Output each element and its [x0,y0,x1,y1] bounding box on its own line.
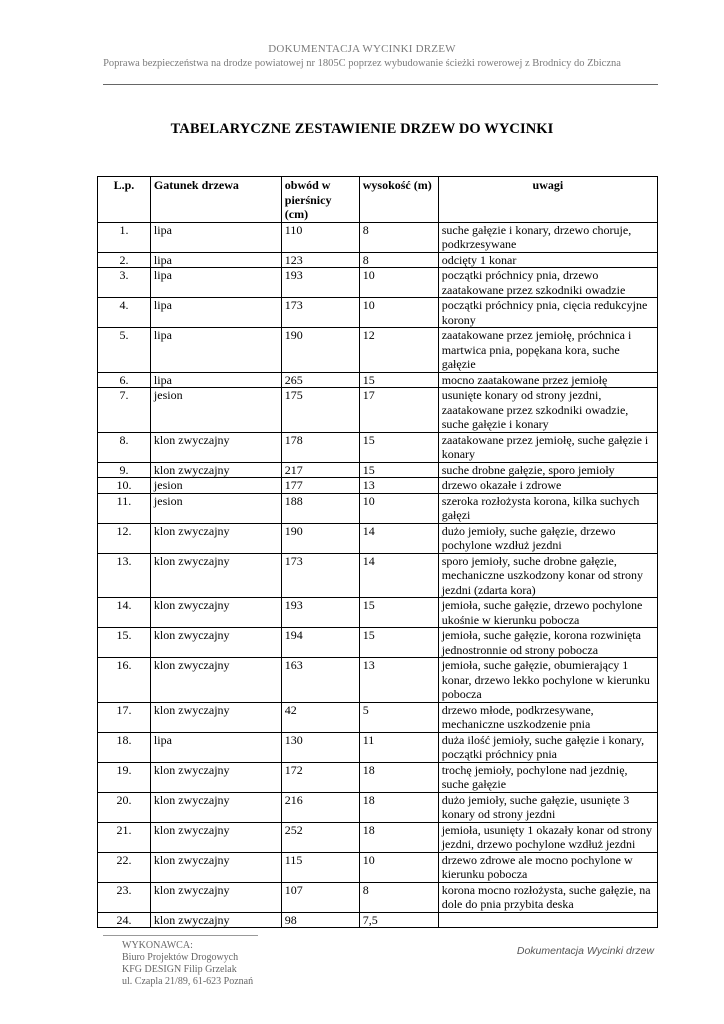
cell-girth: 130 [281,732,359,762]
cell-height: 15 [359,372,438,388]
cell-girth: 178 [281,432,359,462]
cell-species: jesion [150,388,281,433]
cell-notes: drzewo okazałe i zdrowe [438,478,657,494]
cell-lp: 14. [98,598,151,628]
cell-girth: 98 [281,912,359,928]
cell-lp: 17. [98,702,151,732]
cell-notes: zaatakowane przez jemiołę, suche gałęzie i konary [438,432,657,462]
cell-species: klon zwyczajny [150,598,281,628]
cell-notes: duża ilość jemioły, suche gałęzie i konary, początki próchnicy pnia [438,732,657,762]
col-header-girth: obwód w pierśnicy (cm) [281,177,359,223]
cell-species: jesion [150,493,281,523]
table-row [98,298,658,328]
cell-girth: 115 [281,852,359,882]
cell-height: 10 [359,298,438,328]
cell-girth: 110 [281,222,359,252]
contractor-company: KFG DESIGN Filip Grzelak [122,964,237,975]
cell-height: 13 [359,658,438,703]
cell-notes: dużo jemioły, suche gałęzie, drzewo pochylone wzdłuż jezdni [438,523,657,553]
contractor-name: Biuro Projektów Drogowych [122,952,239,963]
contractor-address: ul. Czapla 21/89, 61-623 Poznań [122,976,254,987]
cell-species: klon zwyczajny [150,658,281,703]
cell-height: 5 [359,702,438,732]
cell-height: 14 [359,553,438,598]
col-header-height: wysokość (m) [359,177,438,223]
cell-height: 11 [359,732,438,762]
cell-notes: drzewo zdrowe ale mocno pochylone w kierunku pobocza [438,852,657,882]
cell-lp: 20. [98,792,151,822]
cell-height: 8 [359,882,438,912]
cell-lp: 21. [98,822,151,852]
cell-lp: 12. [98,523,151,553]
cell-girth: 172 [281,762,359,792]
table-row [98,222,658,252]
cell-lp: 9. [98,462,151,478]
table-row [98,553,658,598]
cell-notes: dużo jemioły, suche gałęzie, usunięte 3 konary od strony jezdni [438,792,657,822]
cell-species: lipa [150,268,281,298]
cell-species: klon zwyczajny [150,762,281,792]
cell-species: klon zwyczajny [150,822,281,852]
table-row [98,432,658,462]
cell-girth: 173 [281,553,359,598]
cell-lp: 24. [98,912,151,928]
table-row [98,822,658,852]
table-row [98,523,658,553]
footer-divider [103,935,258,936]
cell-height: 8 [359,222,438,252]
cell-species: klon zwyczajny [150,852,281,882]
cell-notes: sporo jemioły, suche drobne gałęzie, mechaniczne uszkodzony konar od strony jezdni (zdarta kora) [438,553,657,598]
col-header-lp: L.p. [98,177,151,223]
cell-species: lipa [150,328,281,373]
cell-girth: 173 [281,298,359,328]
table-row [98,462,658,478]
col-header-species: Gatunek drzewa [150,177,281,223]
cell-girth: 193 [281,268,359,298]
cell-species: jesion [150,478,281,494]
cell-species: klon zwyczajny [150,702,281,732]
cell-species: lipa [150,298,281,328]
cell-notes [438,912,657,928]
cell-species: lipa [150,252,281,268]
table-row [98,912,658,928]
cell-girth: 123 [281,252,359,268]
table-row [98,732,658,762]
cell-species: klon zwyczajny [150,523,281,553]
cell-species: klon zwyczajny [150,553,281,598]
table-row [98,852,658,882]
page-header [0,43,724,69]
cell-height: 15 [359,462,438,478]
table-row [98,268,658,298]
cell-girth: 194 [281,628,359,658]
header-subtitle: Poprawa bezpieczeństwa na drodze powiatowej nr 1805C poprzez wybudowanie ścieżki rowerowej z Brodnicy do Zbiczna [103,58,621,69]
cell-height: 10 [359,493,438,523]
cell-height: 7,5 [359,912,438,928]
table-row [98,702,658,732]
cell-height: 17 [359,388,438,433]
table-row [98,328,658,373]
cell-girth: 107 [281,882,359,912]
cell-girth: 177 [281,478,359,494]
cell-notes: odcięty 1 konar [438,252,657,268]
header-title: DOKUMENTACJA WYCINKI DRZEW [268,43,456,55]
cell-notes: suche gałęzie i konary, drzewo choruje, podkrzesywane [438,222,657,252]
cell-height: 10 [359,268,438,298]
cell-girth: 175 [281,388,359,433]
cell-girth: 193 [281,598,359,628]
table-row [98,882,658,912]
cell-species: klon zwyczajny [150,792,281,822]
cell-notes: jemioła, suche gałęzie, korona rozwinięta jednostronnie od strony pobocza [438,628,657,658]
table-header-row [98,177,658,223]
cell-lp: 1. [98,222,151,252]
table-row [98,658,658,703]
cell-lp: 15. [98,628,151,658]
cell-lp: 3. [98,268,151,298]
cell-notes: jemioła, usunięty 1 okazały konar od strony jezdni, drzewo pochylone wzdłuż jezdni [438,822,657,852]
cell-notes: początki próchnicy pnia, cięcia redukcyjne korony [438,298,657,328]
table-row [98,372,658,388]
cell-lp: 2. [98,252,151,268]
cell-notes: szeroka rozłożysta korona, kilka suchych gałęzi [438,493,657,523]
table-row [98,493,658,523]
cell-height: 18 [359,822,438,852]
cell-height: 10 [359,852,438,882]
cell-girth: 217 [281,462,359,478]
cell-girth: 190 [281,328,359,373]
cell-species: klon zwyczajny [150,628,281,658]
cell-lp: 19. [98,762,151,792]
cell-species: lipa [150,222,281,252]
cell-height: 15 [359,628,438,658]
cell-lp: 16. [98,658,151,703]
cell-lp: 23. [98,882,151,912]
cell-species: klon zwyczajny [150,882,281,912]
table-row [98,388,658,433]
cell-girth: 252 [281,822,359,852]
cell-notes: początki próchnicy pnia, drzewo zaatakowane przez szkodniki owadzie [438,268,657,298]
contractor-label: WYKONAWCA: [122,940,193,951]
table-row [98,598,658,628]
cell-species: lipa [150,732,281,762]
cell-height: 15 [359,432,438,462]
cell-notes: suche drobne gałęzie, sporo jemioły [438,462,657,478]
footer-doc-name: Dokumentacja Wycinki drzew [516,945,654,957]
cell-lp: 13. [98,553,151,598]
cell-species: lipa [150,372,281,388]
cell-lp: 8. [98,432,151,462]
cell-notes: jemioła, suche gałęzie, obumierający 1 konar, drzewo lekko pochylone w kierunku pobocza [438,658,657,703]
cell-notes: trochę jemioły, pochylone nad jezdnię, suche gałęzie [438,762,657,792]
cell-lp: 6. [98,372,151,388]
cell-height: 18 [359,762,438,792]
cell-lp: 11. [98,493,151,523]
table-row [98,478,658,494]
cell-notes: usunięte konary od strony jezdni, zaatakowane przez szkodniki owadzie, suche gałęzie i konary [438,388,657,433]
cell-girth: 216 [281,792,359,822]
table-row [98,792,658,822]
cell-girth: 190 [281,523,359,553]
trees-table [97,176,658,928]
cell-lp: 10. [98,478,151,494]
cell-girth: 265 [281,372,359,388]
cell-lp: 22. [98,852,151,882]
cell-girth: 42 [281,702,359,732]
cell-height: 14 [359,523,438,553]
cell-notes: mocno zaatakowane przez jemiołę [438,372,657,388]
table-row [98,762,658,792]
cell-height: 15 [359,598,438,628]
cell-species: klon zwyczajny [150,462,281,478]
cell-girth: 163 [281,658,359,703]
table-row [98,628,658,658]
cell-notes: drzewo młode, podkrzesywane, mechaniczne uszkodzenie pnia [438,702,657,732]
cell-notes: korona mocno rozłożysta, suche gałęzie, na dole do pnia przybita deska [438,882,657,912]
document-title: TABELARYCZNE ZESTAWIENIE DRZEW DO WYCINKI [170,121,554,137]
header-divider [103,84,658,85]
cell-height: 18 [359,792,438,822]
cell-lp: 7. [98,388,151,433]
cell-species: klon zwyczajny [150,912,281,928]
cell-notes: jemioła, suche gałęzie, drzewo pochylone ukośnie w kierunku pobocza [438,598,657,628]
table-body [98,222,658,928]
cell-lp: 4. [98,298,151,328]
cell-girth: 188 [281,493,359,523]
contractor-info [122,940,253,988]
col-header-notes: uwagi [438,177,657,223]
cell-lp: 5. [98,328,151,373]
cell-lp: 18. [98,732,151,762]
cell-species: klon zwyczajny [150,432,281,462]
cell-notes: zaatakowane przez jemiołę, próchnica i martwica pnia, popękana kora, suche gałęzie [438,328,657,373]
cell-height: 8 [359,252,438,268]
cell-height: 12 [359,328,438,373]
table-row [98,252,658,268]
cell-height: 13 [359,478,438,494]
